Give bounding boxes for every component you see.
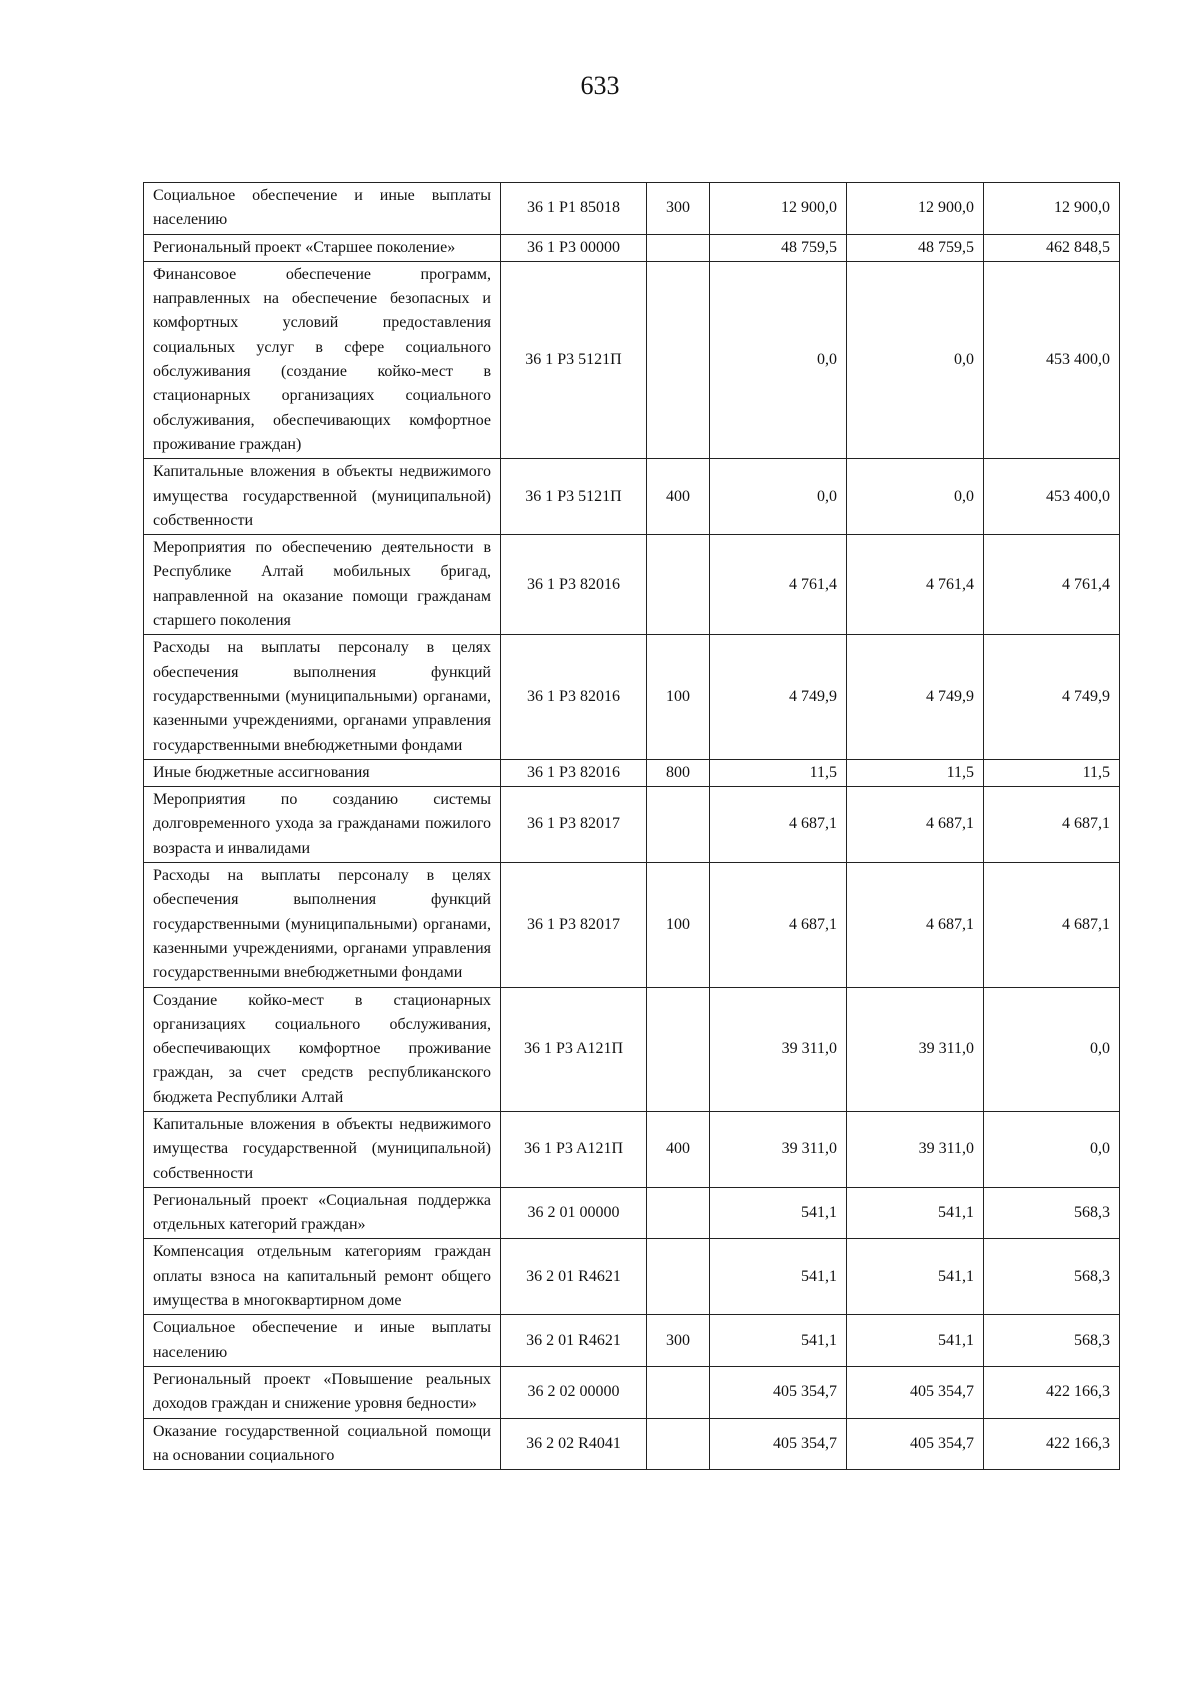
- row-code-cell: 36 2 01 00000: [501, 1187, 647, 1239]
- row-amount-year2-cell: 541,1: [847, 1187, 984, 1239]
- row-amount-year1-cell: 541,1: [710, 1239, 847, 1315]
- row-name-cell: Капитальные вложения в объекты недвижимого имущества государственной (муниципальной) собственности: [144, 459, 501, 535]
- row-name-cell: Региональный проект «Повышение реальных доходов граждан и снижение уровня бедности»: [144, 1366, 501, 1418]
- table-row: [144, 759, 1120, 786]
- row-amount-year1-cell: 541,1: [710, 1315, 847, 1367]
- row-code-cell: 36 1 P3 5121П: [501, 459, 647, 535]
- row-amount-year3-cell: 453 400,0: [984, 261, 1120, 458]
- row-name-cell: Мероприятия по созданию системы долговременного ухода за гражданами пожилого возраста и инвалидами: [144, 787, 501, 863]
- row-amount-year2-cell: 4 749,9: [847, 635, 984, 759]
- row-code-cell: 36 1 P3 82016: [501, 635, 647, 759]
- row-code-cell: 36 2 02 R4041: [501, 1418, 647, 1470]
- table-row: [144, 1111, 1120, 1187]
- row-expense-type-cell: 300: [647, 1315, 710, 1367]
- table-row: [144, 1418, 1120, 1470]
- row-amount-year1-cell: 39 311,0: [710, 987, 847, 1111]
- row-expense-type-cell: [647, 987, 710, 1111]
- row-name-cell: Расходы на выплаты персоналу в целях обеспечения выполнения функций государственными (муниципальными) органами, казенными учреждениями, органами управления государственными внебюджетными фондами: [144, 635, 501, 759]
- row-expense-type-cell: 300: [647, 183, 710, 235]
- row-expense-type-cell: 100: [647, 635, 710, 759]
- row-expense-type-cell: [647, 234, 710, 261]
- row-name-cell: Компенсация отдельным категориям граждан оплаты взноса на капитальный ремонт общего имущества в многоквартирном доме: [144, 1239, 501, 1315]
- row-amount-year2-cell: 4 761,4: [847, 535, 984, 635]
- budget-table: [143, 182, 1120, 1470]
- row-expense-type-cell: 400: [647, 1111, 710, 1187]
- table-row: [144, 535, 1120, 635]
- row-code-cell: 36 1 P3 82017: [501, 863, 647, 987]
- table-row: [144, 1187, 1120, 1239]
- table-row: [144, 183, 1120, 235]
- table-row: [144, 635, 1120, 759]
- table-row: [144, 1239, 1120, 1315]
- row-amount-year2-cell: 12 900,0: [847, 183, 984, 235]
- row-code-cell: 36 1 P3 A121П: [501, 1111, 647, 1187]
- row-amount-year3-cell: 12 900,0: [984, 183, 1120, 235]
- row-amount-year3-cell: 4 687,1: [984, 863, 1120, 987]
- row-expense-type-cell: [647, 535, 710, 635]
- row-expense-type-cell: 400: [647, 459, 710, 535]
- row-name-cell: Мероприятия по обеспечению деятельности в Республике Алтай мобильных бригад, направленной на оказание помощи гражданам старшего поколения: [144, 535, 501, 635]
- row-name-cell: Создание койко-мест в стационарных организациях социального обслуживания, обеспечивающих комфортное проживание граждан, за счет средств республиканского бюджета Республики Алтай: [144, 987, 501, 1111]
- row-amount-year1-cell: 541,1: [710, 1187, 847, 1239]
- row-amount-year2-cell: 405 354,7: [847, 1366, 984, 1418]
- row-amount-year1-cell: 4 687,1: [710, 787, 847, 863]
- row-expense-type-cell: [647, 261, 710, 458]
- row-amount-year1-cell: 4 749,9: [710, 635, 847, 759]
- row-amount-year3-cell: 4 749,9: [984, 635, 1120, 759]
- row-amount-year3-cell: 568,3: [984, 1187, 1120, 1239]
- row-expense-type-cell: 800: [647, 759, 710, 786]
- table-row: [144, 261, 1120, 458]
- table-row: [144, 863, 1120, 987]
- row-expense-type-cell: [647, 1239, 710, 1315]
- row-expense-type-cell: [647, 1418, 710, 1470]
- row-amount-year2-cell: 4 687,1: [847, 863, 984, 987]
- row-amount-year3-cell: 422 166,3: [984, 1418, 1120, 1470]
- row-amount-year3-cell: 0,0: [984, 1111, 1120, 1187]
- row-amount-year3-cell: 462 848,5: [984, 234, 1120, 261]
- row-code-cell: 36 1 P3 00000: [501, 234, 647, 261]
- row-amount-year1-cell: 4 761,4: [710, 535, 847, 635]
- row-name-cell: Расходы на выплаты персоналу в целях обеспечения выполнения функций государственными (муниципальными) органами, казенными учреждениями, органами управления государственными внебюджетными фондами: [144, 863, 501, 987]
- row-amount-year1-cell: 0,0: [710, 459, 847, 535]
- row-expense-type-cell: [647, 1366, 710, 1418]
- row-expense-type-cell: 100: [647, 863, 710, 987]
- row-name-cell: Социальное обеспечение и иные выплаты населению: [144, 1315, 501, 1367]
- row-code-cell: 36 1 P3 82017: [501, 787, 647, 863]
- row-name-cell: Оказание государственной социальной помощи на основании социального: [144, 1418, 501, 1470]
- table-row: [144, 1315, 1120, 1367]
- table-row: [144, 987, 1120, 1111]
- row-amount-year3-cell: 453 400,0: [984, 459, 1120, 535]
- row-amount-year3-cell: 422 166,3: [984, 1366, 1120, 1418]
- row-amount-year2-cell: 541,1: [847, 1239, 984, 1315]
- row-amount-year2-cell: 541,1: [847, 1315, 984, 1367]
- row-code-cell: 36 1 P3 5121П: [501, 261, 647, 458]
- row-name-cell: Региональный проект «Социальная поддержка отдельных категорий граждан»: [144, 1187, 501, 1239]
- table-row: [144, 234, 1120, 261]
- row-name-cell: Иные бюджетные ассигнования: [144, 759, 501, 786]
- table-row: [144, 787, 1120, 863]
- row-amount-year1-cell: 4 687,1: [710, 863, 847, 987]
- row-amount-year1-cell: 12 900,0: [710, 183, 847, 235]
- row-amount-year1-cell: 405 354,7: [710, 1418, 847, 1470]
- row-code-cell: 36 1 P3 A121П: [501, 987, 647, 1111]
- row-amount-year1-cell: 11,5: [710, 759, 847, 786]
- row-code-cell: 36 2 01 R4621: [501, 1239, 647, 1315]
- row-amount-year2-cell: 11,5: [847, 759, 984, 786]
- row-amount-year1-cell: 48 759,5: [710, 234, 847, 261]
- row-amount-year2-cell: 0,0: [847, 261, 984, 458]
- row-amount-year3-cell: 568,3: [984, 1315, 1120, 1367]
- row-amount-year2-cell: 48 759,5: [847, 234, 984, 261]
- row-name-cell: Финансовое обеспечение программ, направленных на обеспечение безопасных и комфортных условий предоставления социальных услуг в сфере социального обслуживания (создание койко-мест в стационарных организациях социального обслуживания, обеспечивающих комфортное проживание граждан): [144, 261, 501, 458]
- row-expense-type-cell: [647, 787, 710, 863]
- row-name-cell: Социальное обеспечение и иные выплаты населению: [144, 183, 501, 235]
- table-row: [144, 459, 1120, 535]
- row-amount-year2-cell: 405 354,7: [847, 1418, 984, 1470]
- row-code-cell: 36 1 P3 82016: [501, 759, 647, 786]
- row-amount-year3-cell: 0,0: [984, 987, 1120, 1111]
- row-code-cell: 36 2 02 00000: [501, 1366, 647, 1418]
- row-amount-year1-cell: 39 311,0: [710, 1111, 847, 1187]
- row-name-cell: Капитальные вложения в объекты недвижимого имущества государственной (муниципальной) собственности: [144, 1111, 501, 1187]
- row-expense-type-cell: [647, 1187, 710, 1239]
- row-amount-year1-cell: 0,0: [710, 261, 847, 458]
- row-amount-year3-cell: 11,5: [984, 759, 1120, 786]
- row-code-cell: 36 1 P3 82016: [501, 535, 647, 635]
- budget-table-body: [144, 183, 1120, 1470]
- row-amount-year1-cell: 405 354,7: [710, 1366, 847, 1418]
- row-amount-year2-cell: 39 311,0: [847, 1111, 984, 1187]
- row-amount-year2-cell: 39 311,0: [847, 987, 984, 1111]
- row-amount-year3-cell: 568,3: [984, 1239, 1120, 1315]
- row-code-cell: 36 2 01 R4621: [501, 1315, 647, 1367]
- row-name-cell: Региональный проект «Старшее поколение»: [144, 234, 501, 261]
- row-amount-year2-cell: 4 687,1: [847, 787, 984, 863]
- table-row: [144, 1366, 1120, 1418]
- page-number: 633: [580, 71, 620, 100]
- row-code-cell: 36 1 P1 85018: [501, 183, 647, 235]
- row-amount-year3-cell: 4 761,4: [984, 535, 1120, 635]
- row-amount-year3-cell: 4 687,1: [984, 787, 1120, 863]
- row-amount-year2-cell: 0,0: [847, 459, 984, 535]
